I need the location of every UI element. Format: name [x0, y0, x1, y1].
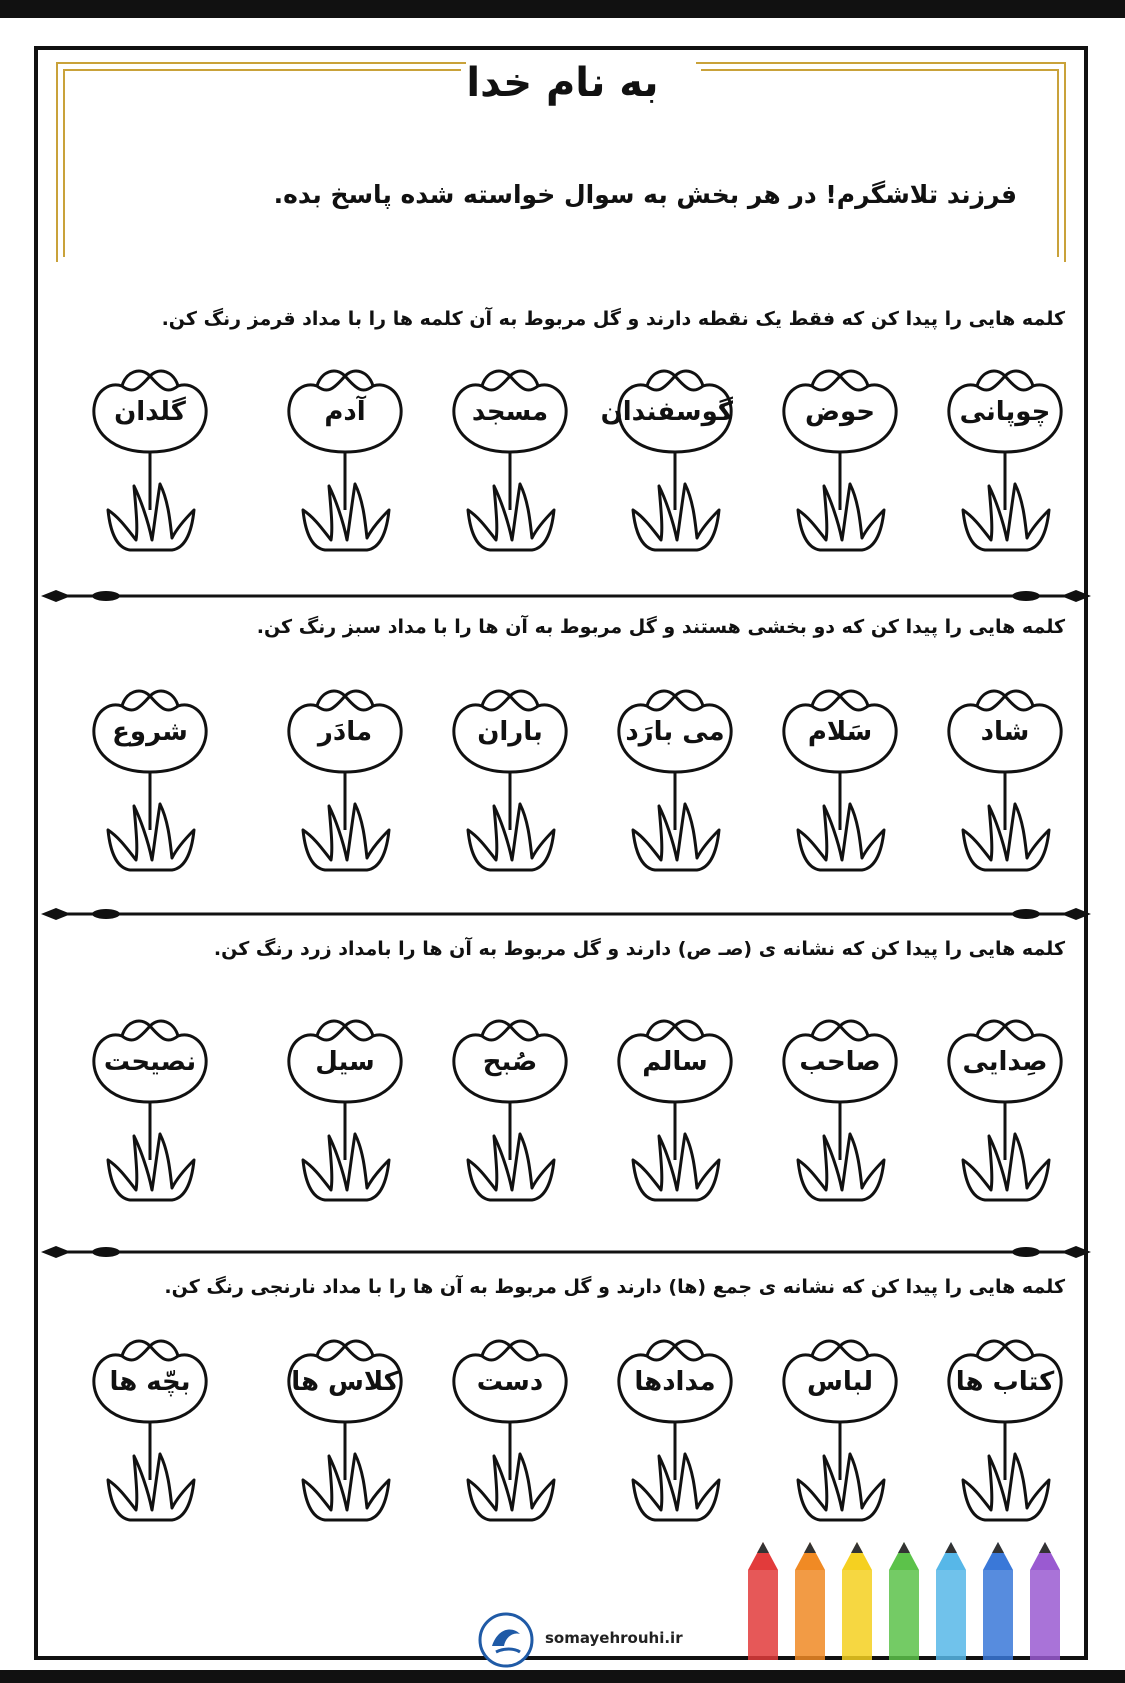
flower-icon	[770, 680, 910, 880]
page-title: به نام خدا	[466, 60, 659, 106]
flower[interactable]	[275, 680, 415, 880]
pencil-icon	[983, 1542, 1013, 1660]
flower[interactable]	[440, 680, 580, 880]
flower-word: بچّه ها	[109, 1367, 191, 1397]
flower-icon	[935, 360, 1075, 560]
pencil-icon	[842, 1542, 872, 1660]
flower[interactable]	[770, 680, 910, 880]
flower-icon	[275, 1010, 415, 1210]
flower[interactable]	[935, 680, 1075, 880]
flower[interactable]	[275, 1330, 415, 1530]
flower-word: سالم	[642, 1047, 708, 1077]
flower[interactable]	[770, 1010, 910, 1210]
logo-icon	[478, 1612, 534, 1668]
flower-word: صُبح	[482, 1047, 538, 1077]
top-status-bar	[0, 0, 1125, 18]
flower-word: دست	[476, 1367, 544, 1397]
flower-word: شاد	[980, 717, 1030, 747]
flower-icon	[80, 680, 220, 880]
flower-word: گوسفندان	[600, 397, 733, 427]
flower-word: حوض	[804, 397, 875, 427]
flower-icon	[80, 1330, 220, 1530]
flower-icon	[605, 680, 745, 880]
flower[interactable]	[605, 1330, 745, 1530]
flower-word: صِدایی	[962, 1047, 1048, 1077]
flower-word: گلدان	[114, 397, 186, 427]
flower-icon	[935, 1330, 1075, 1530]
flower-icon	[440, 360, 580, 560]
flower[interactable]	[770, 1330, 910, 1530]
flower[interactable]	[275, 360, 415, 560]
flower[interactable]	[935, 1330, 1075, 1530]
flower[interactable]	[440, 1330, 580, 1530]
flower-icon	[770, 1330, 910, 1530]
flower-word: سیل	[315, 1047, 375, 1077]
intro-text: فرزند تلاشگرم! در هر بخش به سوال خواسته شده پاسخ بده.	[273, 180, 1017, 209]
flower-icon	[440, 1330, 580, 1530]
flower[interactable]	[770, 360, 910, 560]
flower[interactable]	[440, 1010, 580, 1210]
flower[interactable]	[80, 360, 220, 560]
flower-icon	[935, 1010, 1075, 1210]
website-label: somayehrouhi.ir	[545, 1629, 683, 1647]
flower-word: مادَر	[317, 717, 373, 747]
flower-icon	[770, 1010, 910, 1210]
flower[interactable]	[935, 1010, 1075, 1210]
pencil-icon	[1030, 1542, 1060, 1660]
instruction-2: کلمه هایی را پیدا کن که دو بخشی هستند و گل مربوط به آن ها را با مداد سبز رنگ کن.	[256, 616, 1065, 638]
flower-word: آدم	[324, 397, 366, 427]
flower-icon	[440, 1010, 580, 1210]
pencil-icon	[795, 1542, 825, 1660]
flower-icon	[275, 360, 415, 560]
flower[interactable]	[600, 360, 745, 560]
instruction-1: کلمه هایی را پیدا کن که فقط یک نقطه دارند و گل مربوط به آن کلمه ها را با مداد قرمز رنگ کن.	[161, 308, 1065, 330]
flower[interactable]	[80, 1330, 220, 1530]
section-divider	[36, 1242, 1096, 1262]
flower-word: نصیحت	[103, 1047, 197, 1077]
flower[interactable]	[440, 360, 580, 560]
flower[interactable]	[935, 360, 1075, 560]
instruction-3: کلمه هایی را پیدا کن که نشانه ی (صـ ص) دارند و گل مربوط به آن ها را بامداد زرد رنگ کن.	[213, 938, 1065, 960]
flower-word: مسجد	[471, 397, 549, 427]
flower-word: صاحب	[799, 1047, 881, 1077]
flower[interactable]	[605, 1010, 745, 1210]
flower-word: می بارَد	[625, 717, 725, 747]
flower-icon	[770, 360, 910, 560]
flower-word: لباس	[806, 1367, 873, 1397]
bottom-bar	[0, 1670, 1125, 1683]
flower-icon	[440, 680, 580, 880]
instruction-4: کلمه هایی را پیدا کن که نشانه ی جمع (ها) دارند و گل مربوط به آن ها را با مداد نارنجی رنگ کن.	[164, 1276, 1065, 1298]
flower[interactable]	[80, 680, 220, 880]
section-divider	[36, 904, 1096, 924]
flower[interactable]	[80, 1010, 220, 1210]
flower-icon	[275, 680, 415, 880]
flower-word: کتاب ها	[955, 1367, 1055, 1397]
pencil-icon	[936, 1542, 966, 1660]
flower-icon	[80, 1010, 220, 1210]
flower-icon	[80, 360, 220, 560]
pencil-icon	[889, 1542, 919, 1660]
flower-word: باران	[477, 717, 543, 747]
colored-pencils-icon	[740, 1540, 1080, 1660]
flower[interactable]	[605, 680, 745, 880]
flower[interactable]	[275, 1010, 415, 1210]
flower-icon	[605, 1330, 745, 1530]
flower-word: چوپانی	[959, 397, 1051, 427]
flower-icon	[600, 360, 745, 560]
flower-word: شروع	[112, 717, 188, 747]
flower-icon	[935, 680, 1075, 880]
section-divider	[36, 586, 1096, 606]
flower-word: مدادها	[634, 1367, 716, 1397]
pencil-icon	[748, 1542, 778, 1660]
flower-word: کلاس ها	[291, 1367, 399, 1397]
flower-icon	[275, 1330, 415, 1530]
flower-word: سَلام	[807, 717, 873, 747]
flower-icon	[605, 1010, 745, 1210]
